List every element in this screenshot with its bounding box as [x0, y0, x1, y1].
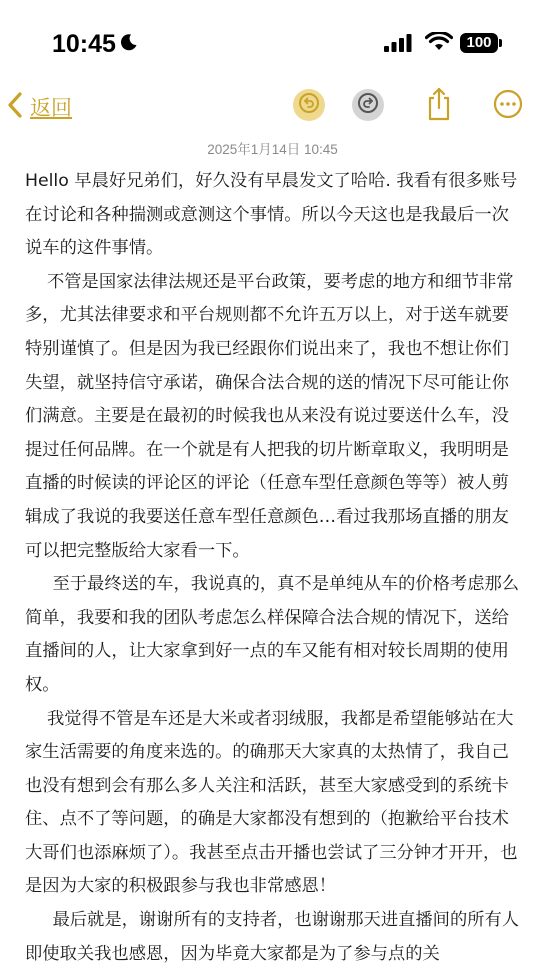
note-timestamp: 2025年1月14日 10:45 [207, 142, 338, 157]
undo-icon [298, 92, 320, 118]
share-icon [425, 107, 453, 126]
battery-icon: 100 [460, 33, 498, 53]
back-button[interactable] [6, 92, 72, 122]
note-body[interactable] [25, 165, 523, 971]
paragraph: Hello 早晨好兄弟们，好久没有早晨发文了哈哈. 我看有很多账号在讨论和各种揣测或意测这个事情。所以今天这也是我最后一次说车的这件事情。 [25, 171, 518, 259]
battery-nub [499, 39, 502, 47]
more-icon [493, 104, 523, 123]
redo-button[interactable] [352, 89, 384, 121]
more-button[interactable] [493, 89, 523, 123]
paragraph: 我觉得不管是车还是大米或者羽绒服，我都是希望能够站在大家生活需要的角度来选的。的确那天大家真的太热情了，我自己也没有想到会有那么多人关注和活跃，甚至大家感受到的系统卡住、点不了等问题，的确是大家都没有想到的（抱歉给平台技术大哥们也添麻烦了）。我甚至点击开播也尝试了三分钟才开开，也是因为大家的积极跟参与我也非常感恩！ [25, 708, 518, 897]
paragraph: 最后就是，谢谢所有的支持者，也谢谢那天进直播间的所有人即使取关我也感恩，因为毕竟大家都是为了参与点的关 [25, 910, 520, 964]
status-time: 10:45 [52, 30, 116, 58]
signal-icon [384, 34, 414, 56]
undo-button[interactable] [293, 89, 325, 121]
redo-icon [357, 92, 379, 118]
paragraph: 至于最终送的车，我说真的，真不是单纯从车的价格考虑那么简单，我要和我的团队考虑怎么样保障合法合规的情况下，送给直播间的人，让大家拿到好一点的车又能有相对较长周期的使用权。 [25, 574, 520, 695]
moon-icon [120, 33, 138, 55]
back-label: 返回 [30, 96, 72, 120]
wifi-icon [425, 32, 453, 56]
share-button[interactable] [425, 86, 453, 126]
chevron-left-icon [6, 91, 24, 123]
nav-bar [0, 80, 545, 136]
status-bar [0, 0, 545, 80]
paragraph: 不管是国家法律法规还是平台政策，要考虑的地方和细节非常多，尤其法律要求和平台规则都不允许五万以上，对于送车就要特别谨慎了。但是因为我已经跟你们说出来了，我也不想让你们失望，就坚持信守承诺，确保合法合规的送的情况下尽可能让你们满意。主要是在最初的时候我也从来没有说过要送什么车，没提过任何品牌。在一个就是有人把我的切片断章取义，我明明是直播的时候读的评论区的评论（任意车型任意颜色等等）被人剪辑成了我说的我要送任意车型任意颜色…看过我那场直播的朋友可以把完整版给大家看一下。 [25, 271, 514, 561]
